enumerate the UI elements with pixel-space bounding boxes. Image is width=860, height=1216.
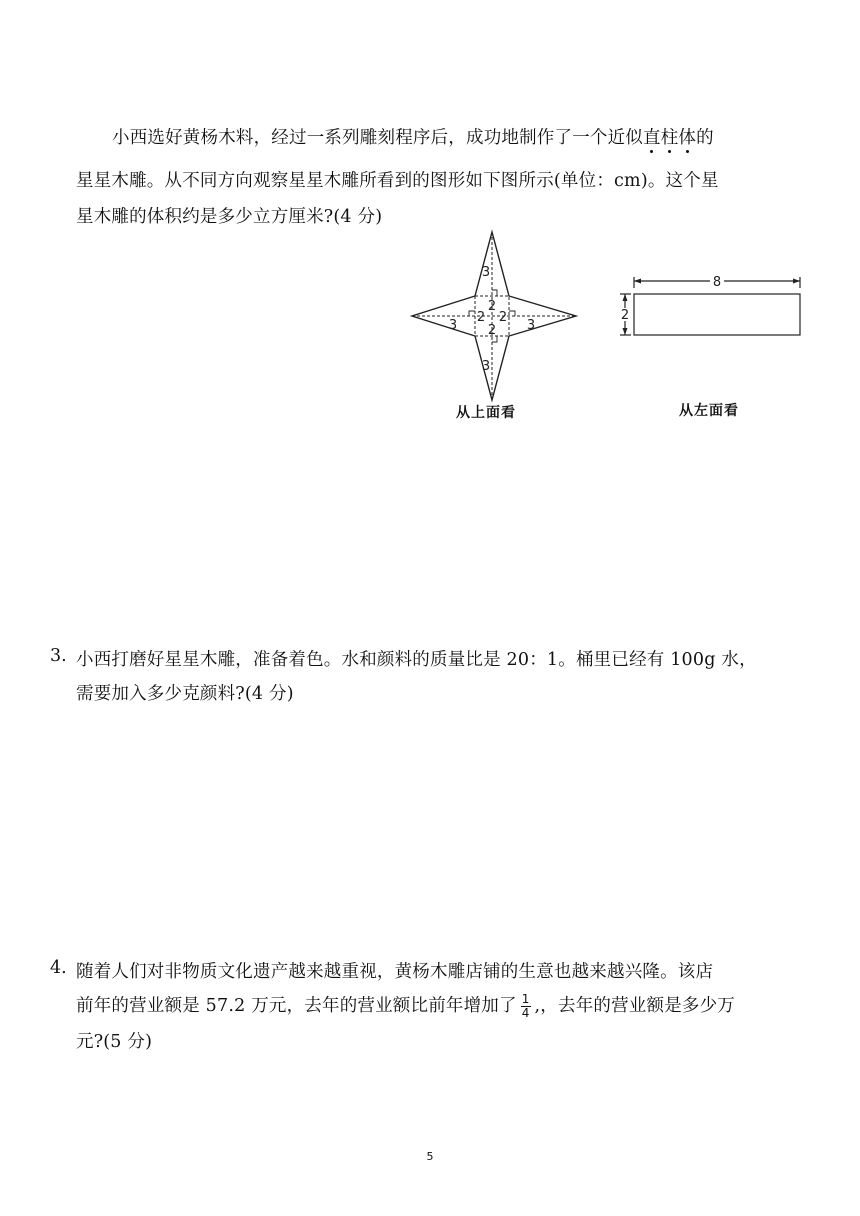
dotted-char-2: 柱 bbox=[660, 128, 679, 148]
q2-line-3: 星木雕的体积约是多少立方厘米?(4 分) bbox=[76, 207, 383, 227]
caption-left-view: 从左面看 bbox=[679, 403, 739, 419]
label-arm-right: 3 bbox=[526, 318, 536, 333]
q4-line-2-text-a: 前年的营业额是 57.2 万元，去年的营业额比前年增加了 bbox=[76, 996, 517, 1016]
label-square-right: 2 bbox=[498, 310, 508, 325]
q2-line-1-end: 的 bbox=[696, 128, 714, 148]
label-arm-bottom: 3 bbox=[481, 359, 491, 374]
dotted-char-3: 体 bbox=[678, 128, 697, 148]
left-view-rectangle bbox=[634, 294, 800, 335]
q4-line-2 bbox=[76, 992, 735, 1020]
page-number: 5 bbox=[426, 1150, 434, 1163]
q3-line-1: 小西打磨好星星木雕，准备着色。水和颜料的质量比是 20：1。桶里已经有 100g 水， bbox=[76, 650, 757, 670]
q2-line-2: 星星木雕。从不同方向观察星星木雕所看到的图形如下图所示(单位：cm)。这个星 bbox=[76, 171, 719, 191]
q2-line-1 bbox=[112, 124, 714, 149]
q3-number: 3. bbox=[50, 646, 67, 666]
star-top-view-diagram bbox=[405, 228, 585, 404]
dotted-char-1: 直 bbox=[643, 128, 661, 148]
q4-line-3: 元?(5 分) bbox=[76, 1032, 153, 1052]
label-square-bottom: 2 bbox=[487, 323, 497, 338]
label-width-8: 8 bbox=[712, 276, 722, 290]
fraction-denominator: 4 bbox=[521, 1006, 530, 1020]
caption-top-view: 从上面看 bbox=[456, 405, 516, 421]
label-arm-top: 3 bbox=[481, 265, 491, 280]
q3-line-2: 需要加入多少克颜料?(4 分) bbox=[76, 684, 294, 704]
fraction-numerator: 1 bbox=[521, 992, 530, 1006]
q4-line-2-text-b: ,，去年的营业额是多少万 bbox=[534, 996, 736, 1016]
label-height-2: 2 bbox=[620, 308, 630, 323]
label-square-left: 2 bbox=[476, 310, 486, 325]
q4-line-1: 随着人们对非物质文化遗产越来越重视，黄杨木雕店铺的生意也越来越兴隆。该店 bbox=[76, 962, 714, 982]
q4-number: 4. bbox=[50, 958, 67, 978]
q2-line-1-text: 小西选好黄杨木料，经过一系列雕刻程序后，成功地制作了一个近似 bbox=[112, 128, 643, 148]
left-view-diagram bbox=[614, 276, 810, 342]
label-square-top: 2 bbox=[487, 299, 497, 314]
fraction-one-quarter bbox=[521, 993, 531, 1020]
label-arm-left: 3 bbox=[448, 318, 458, 333]
